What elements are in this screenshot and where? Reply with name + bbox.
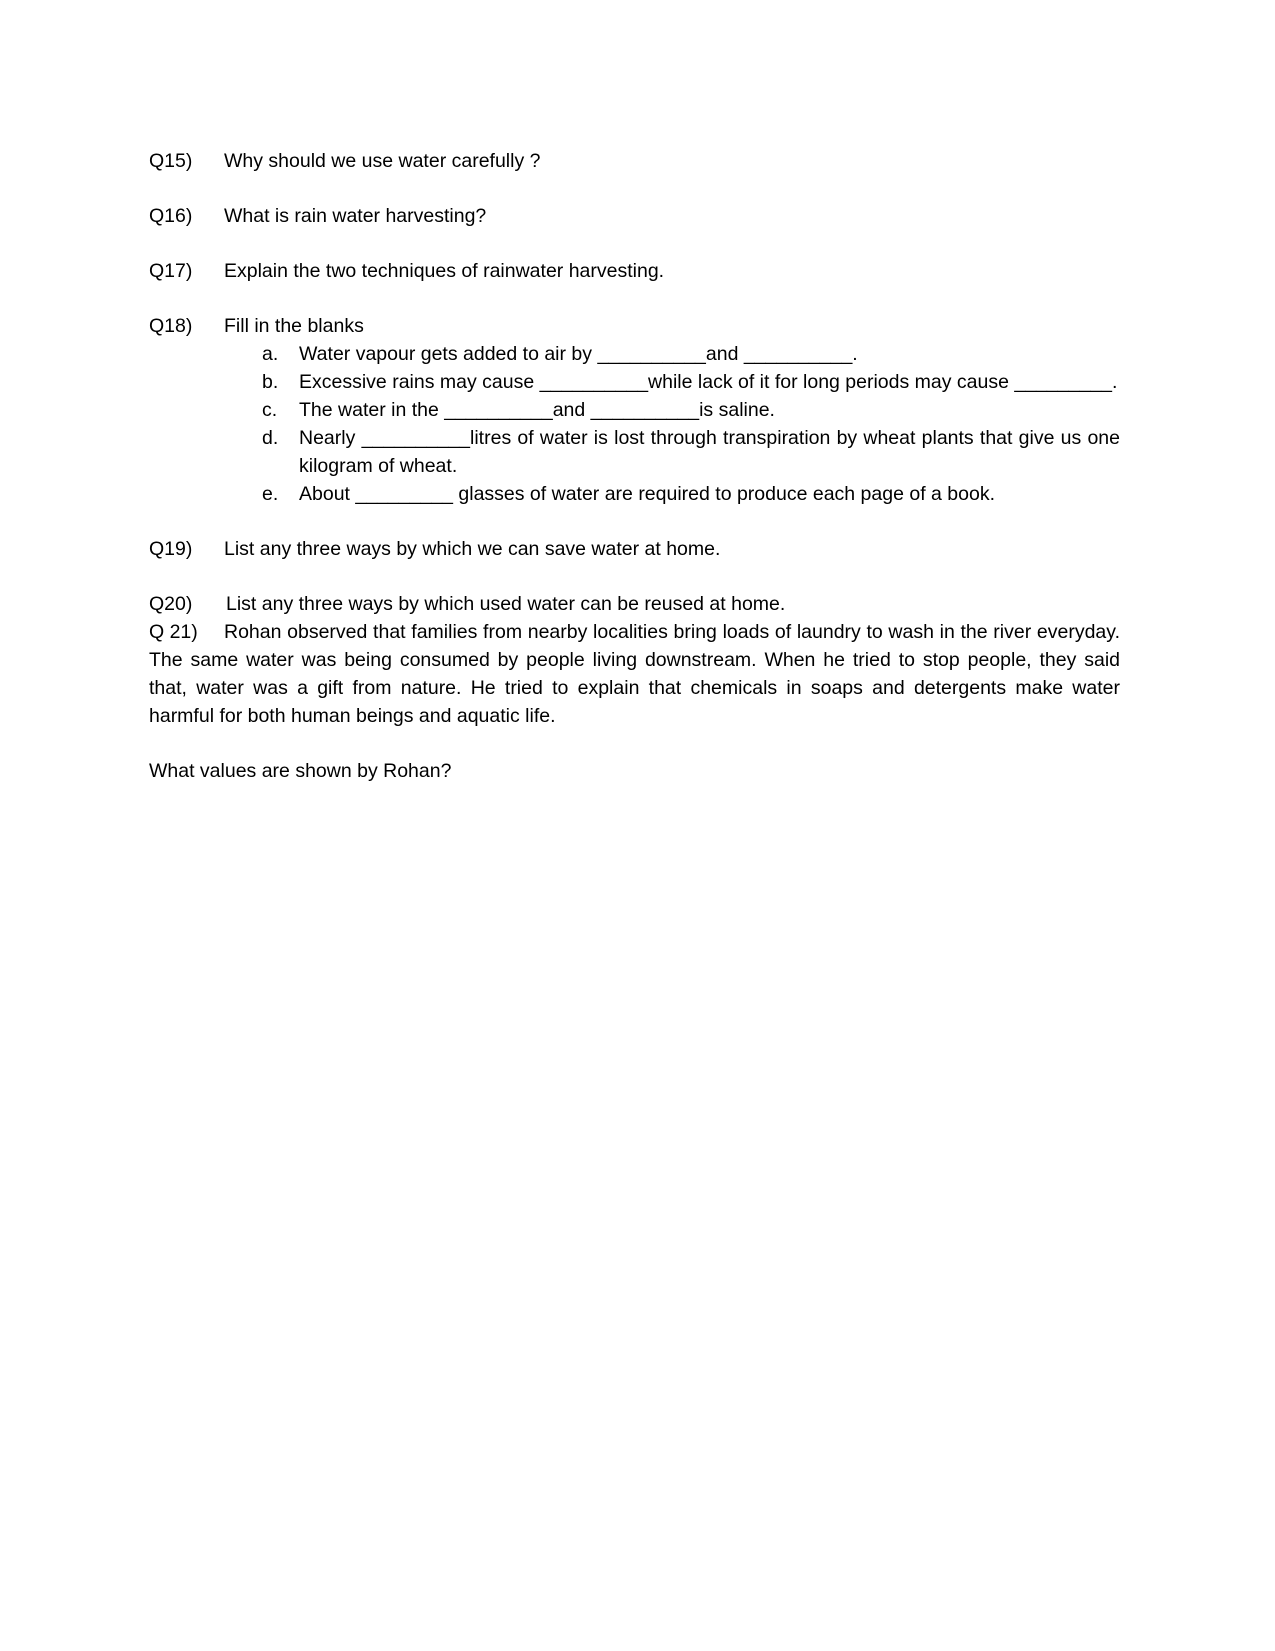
question-q18 bbox=[149, 312, 1120, 508]
item-text: The water in the __________and __________is saline. bbox=[299, 399, 775, 421]
question-text: Explain the two techniques of rainwater harvesting. bbox=[224, 260, 665, 282]
question-q20 bbox=[149, 590, 1120, 618]
item-letter: b. bbox=[262, 371, 279, 393]
question-text: List any three ways by which we can save water at home. bbox=[224, 538, 721, 560]
list-item bbox=[262, 424, 1120, 480]
question-text: Fill in the blanks bbox=[224, 315, 364, 337]
question-q16 bbox=[149, 202, 1120, 230]
question-number: Q 21) bbox=[149, 621, 198, 643]
question-text: List any three ways by which used water can be reused at home. bbox=[226, 593, 786, 615]
item-text: Water vapour gets added to air by __________and __________. bbox=[299, 343, 858, 365]
question-number: Q16) bbox=[149, 205, 193, 227]
question-q17 bbox=[149, 257, 1120, 285]
worksheet-page bbox=[149, 147, 1120, 785]
item-text: About _________ glasses of water are required to produce each page of a book. bbox=[299, 483, 995, 505]
question-q21-followup: What values are shown by Rohan? bbox=[149, 760, 452, 782]
question-text: Why should we use water carefully ? bbox=[224, 150, 541, 172]
item-letter: a. bbox=[262, 343, 279, 365]
question-number: Q19) bbox=[149, 538, 193, 560]
question-q18-heading bbox=[149, 312, 1120, 340]
list-item bbox=[262, 340, 1120, 368]
item-letter: d. bbox=[262, 427, 279, 449]
question-text: Rohan observed that families from nearby localities bring loads of laundry to wash in the river everyday. The same water was being consumed by people living downstream. When he tried to stop people, they said that, water was a gift from nature. He tried to explain that chemicals in soaps and detergents make water harmful for both human beings and aquatic life. bbox=[149, 621, 1120, 727]
question-q21 bbox=[149, 618, 1120, 730]
question-number: Q17) bbox=[149, 260, 193, 282]
item-text: Excessive rains may cause __________while lack of it for long periods may cause _________. bbox=[299, 371, 1118, 393]
item-letter: e. bbox=[262, 483, 279, 505]
question-number: Q15) bbox=[149, 150, 193, 172]
item-text: Nearly __________litres of water is lost through transpiration by wheat plants that give us one kilogram of wheat. bbox=[299, 427, 1120, 477]
list-item bbox=[262, 396, 1120, 424]
question-text: What is rain water harvesting? bbox=[224, 205, 487, 227]
fill-in-blanks-list bbox=[149, 340, 1120, 508]
question-number: Q20) bbox=[149, 593, 193, 615]
question-q15 bbox=[149, 147, 1120, 175]
question-q19 bbox=[149, 535, 1120, 563]
list-item bbox=[262, 368, 1120, 396]
question-number: Q18) bbox=[149, 315, 193, 337]
item-letter: c. bbox=[262, 399, 278, 421]
list-item bbox=[262, 480, 1120, 508]
